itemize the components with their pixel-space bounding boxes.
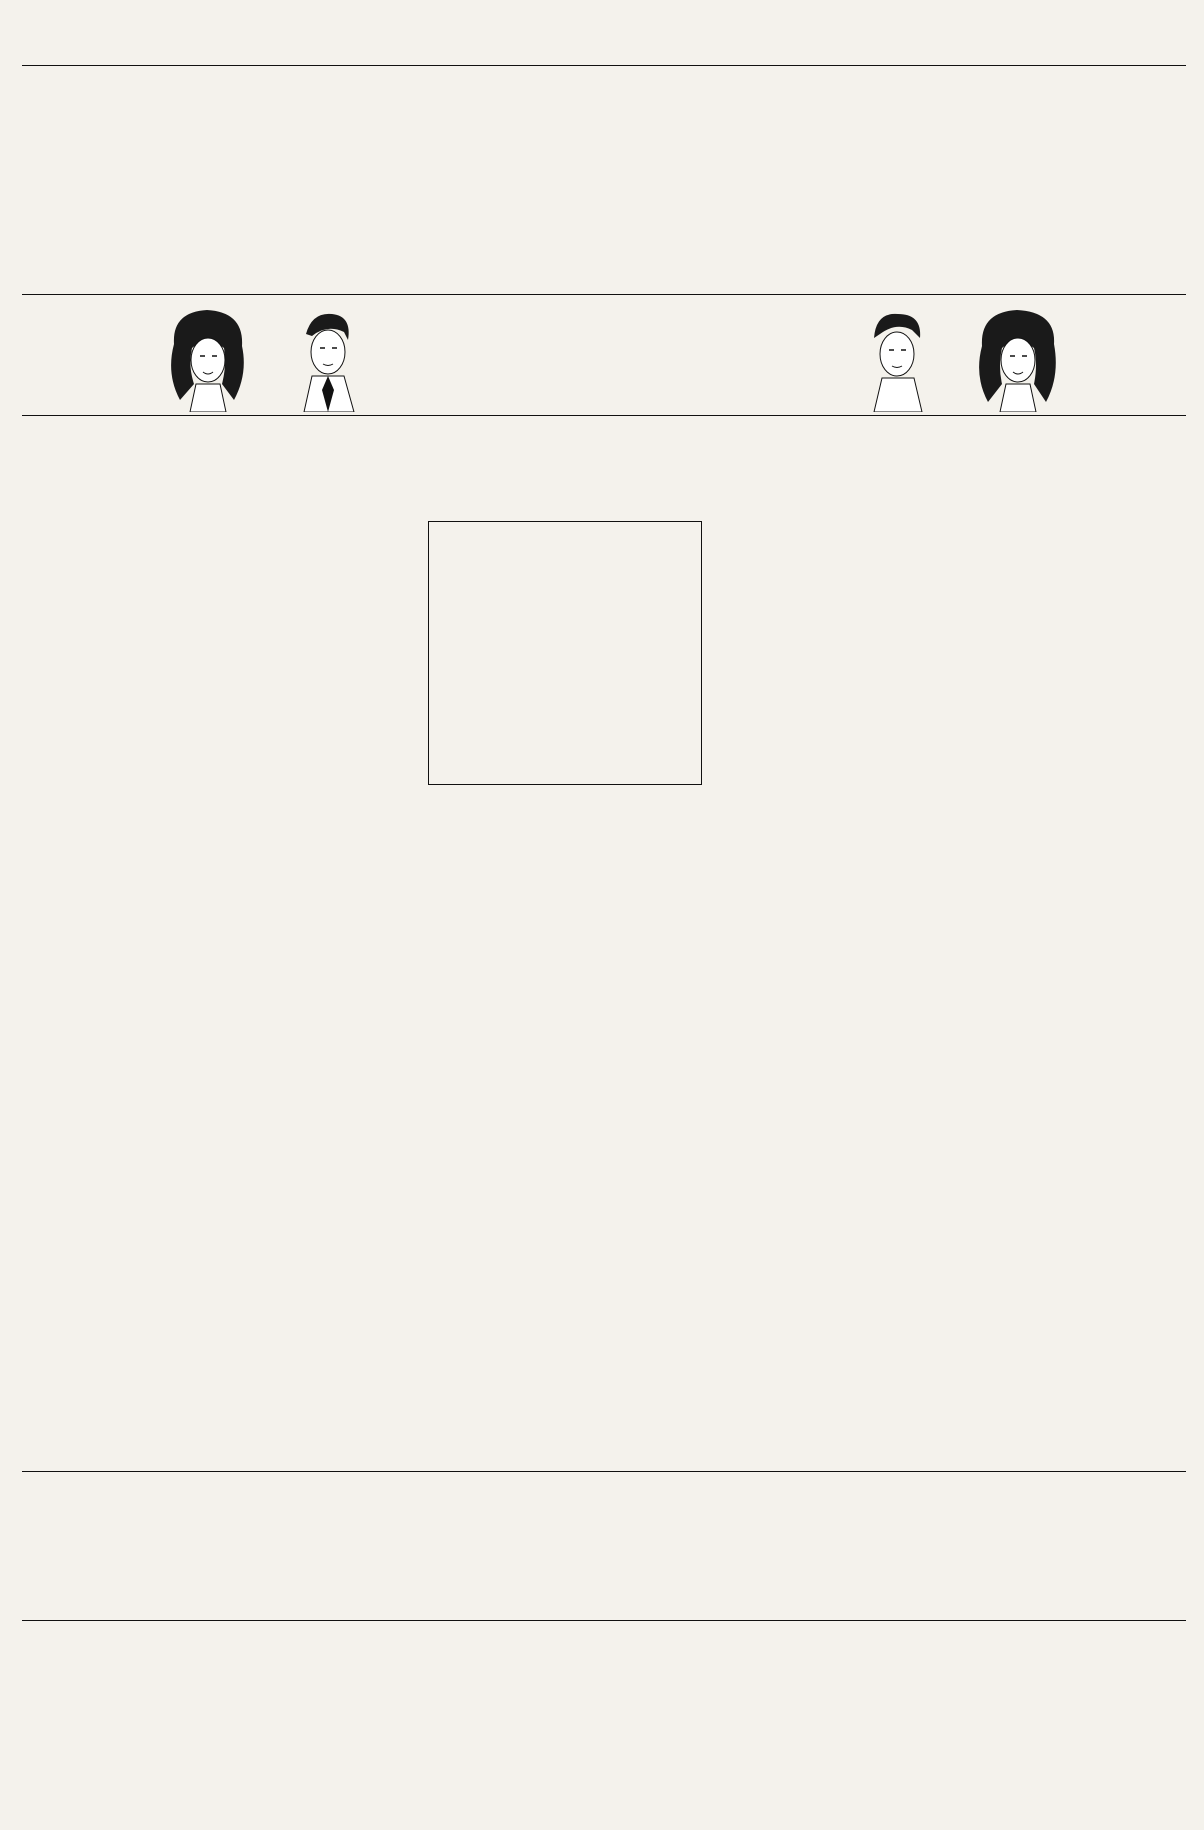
last-chance-notice [428,521,702,785]
footer-editorial [22,1471,1186,1621]
masthead [22,51,1186,63]
boy-illustration-right [852,304,942,412]
classified-section [22,69,1186,295]
page-header [22,46,1186,66]
girl-illustration-left [152,304,262,412]
newspaper-page [22,46,1186,1828]
banner-title-block [412,312,792,316]
want-ads-banner [22,298,1186,416]
boy-illustration-left [282,304,372,412]
footer-right [612,1480,844,1484]
girl-illustration-right [962,304,1072,412]
footer-left [364,1480,594,1484]
